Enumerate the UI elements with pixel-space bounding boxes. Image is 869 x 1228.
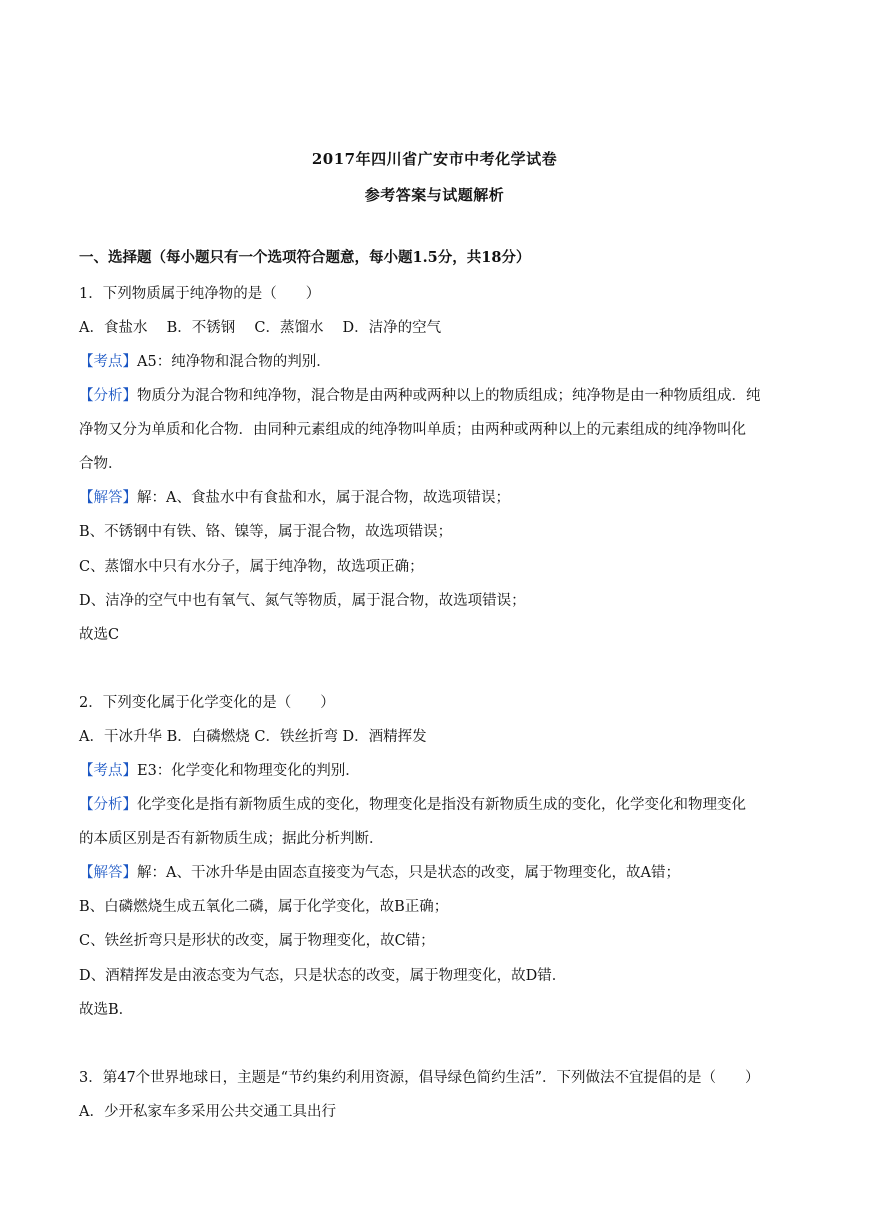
section-heading: 一、选择题（每小题只有一个选项符合题意，每小题1.5分，共18分） xyxy=(79,249,531,266)
q2-options: A．干冰升华 B．白磷燃烧 C．铁丝折弯 D．酒精挥发 xyxy=(79,729,427,745)
q3-option-a: A．少开私家车多采用公共交通工具出行 xyxy=(79,1104,336,1120)
q2-answer: 故选B． xyxy=(79,1002,134,1018)
q2-stem: 2．下列变化属于化学变化的是（ ） xyxy=(79,695,335,711)
q1-jieda-text-2: B、不锈钢中有铁、铬、镍等，属于混合物，故选项错误； xyxy=(79,524,453,540)
q2-jieda-text-3: C、铁丝折弯只是形状的改变，属于物理变化，故C错； xyxy=(79,933,435,949)
fenxi-tag: 【分析】 xyxy=(79,797,137,813)
q1-fenxi xyxy=(79,386,799,406)
q2-fenxi-text-2: 的本质区别是否有新物质生成；据此分析判断． xyxy=(79,831,384,847)
q2-fenxi-text-1: 化学变化是指有新物质生成的变化，物理变化是指没有新物质生成的变化，化学变化和物理变化 xyxy=(137,797,746,813)
q2-jieda xyxy=(79,863,799,883)
q2-jieda-text-1: 解：A、干冰升华是由固态直接变为气态，只是状态的改变，属于物理变化，故A错； xyxy=(137,865,680,881)
jieda-tag: 【解答】 xyxy=(79,490,137,506)
q1-options: A．食盐水 B．不锈钢 C．蒸馏水 D．洁净的空气 xyxy=(79,320,442,336)
q1-jieda-text-1: 解：A、食盐水中有食盐和水，属于混合物，故选项错误； xyxy=(137,490,510,506)
kaodian-tag: 【考点】 xyxy=(79,763,137,779)
q3-stem: 3．第47个世界地球日，主题是“节约集约利用资源，倡导绿色简约生活”．下列做法不宜提倡的是（ ） xyxy=(79,1070,760,1086)
q1-answer: 故选C xyxy=(79,627,120,643)
fenxi-tag: 【分析】 xyxy=(79,388,137,404)
q1-jieda xyxy=(79,488,799,508)
document-title: 2017年四川省广安市中考化学试卷 xyxy=(311,150,558,168)
kaodian-tag: 【考点】 xyxy=(79,354,137,370)
q2-kaodian-text: E3：化学变化和物理变化的判别． xyxy=(137,763,360,779)
q1-jieda-text-3: C、蒸馏水中只有水分子，属于纯净物，故选项正确； xyxy=(79,559,424,575)
q1-fenxi-text-1: 物质分为混合物和纯净物，混合物是由两种或两种以上的物质组成；纯净物是由一种物质组成．纯 xyxy=(137,388,761,404)
q1-stem: 1．下列物质属于纯净物的是（ ） xyxy=(79,286,321,302)
q1-kaodian-text: A5：纯净物和混合物的判别． xyxy=(137,354,331,370)
jieda-tag: 【解答】 xyxy=(79,865,137,881)
q1-kaodian xyxy=(79,352,799,372)
q2-kaodian xyxy=(79,761,799,781)
q2-jieda-text-4: D、酒精挥发是由液态变为气态，只是状态的改变，属于物理变化，故D错． xyxy=(79,968,567,984)
q1-fenxi-text-2: 净物又分为单质和化合物．由同种元素组成的纯净物叫单质；由两种或两种以上的元素组成的纯净物叫化 xyxy=(79,422,746,438)
q2-fenxi xyxy=(79,795,799,815)
q1-jieda-text-4: D、洁净的空气中也有氧气、氮气等物质，属于混合物，故选项错误； xyxy=(79,593,526,609)
document-subtitle: 参考答案与试题解析 xyxy=(364,186,505,204)
q1-fenxi-text-3: 合物． xyxy=(79,456,123,472)
q2-jieda-text-2: B、白磷燃烧生成五氧化二磷，属于化学变化，故B正确； xyxy=(79,899,449,915)
